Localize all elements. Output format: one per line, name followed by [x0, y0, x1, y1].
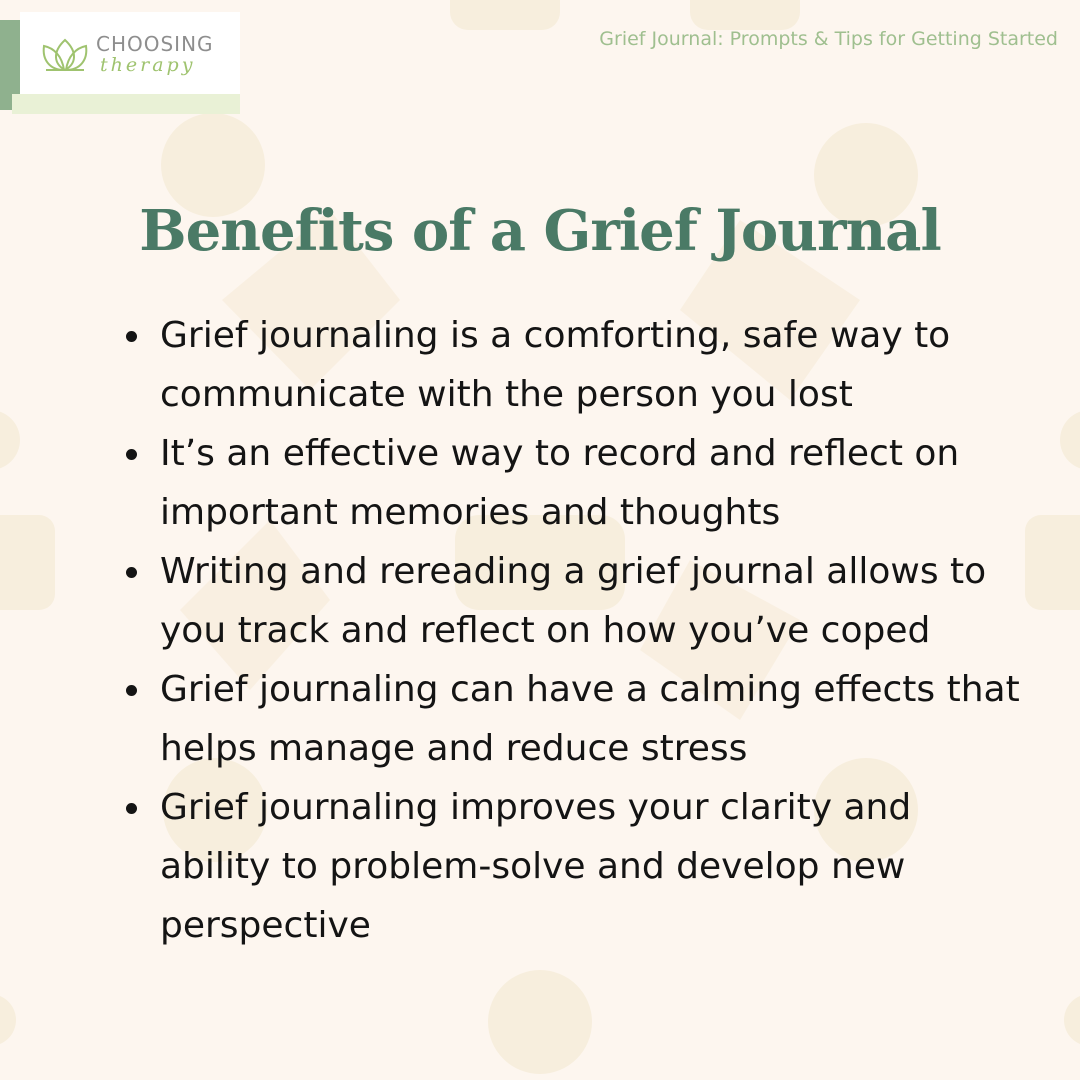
list-item	[124, 542, 1024, 660]
benefits-list	[124, 306, 1024, 955]
list-item-text: Grief journaling improves your clarity and ability to problem-solve and develop new perspective	[160, 787, 912, 946]
list-item-text: Writing and rereading a grief journal allows to you track and reflect on how you’ve coped	[160, 551, 987, 651]
bullet-dot-icon	[126, 803, 137, 814]
list-item	[124, 778, 1024, 955]
article-title: Grief Journal: Prompts & Tips for Getting Started	[599, 28, 1058, 50]
list-item	[124, 660, 1024, 778]
brand-logo[interactable]	[0, 12, 240, 110]
logo-accent-bottom	[12, 94, 240, 114]
logo-text-bottom: therapy	[100, 54, 196, 76]
bullet-dot-icon	[126, 331, 137, 342]
list-item	[124, 424, 1024, 542]
bullet-dot-icon	[126, 449, 137, 460]
bullet-dot-icon	[126, 567, 137, 578]
bullet-dot-icon	[126, 685, 137, 696]
list-item-text: It’s an effective way to record and reflect on important memories and thoughts	[160, 433, 960, 533]
logo-card	[20, 12, 240, 94]
lotus-icon	[40, 30, 90, 74]
list-item-text: Grief journaling can have a calming effects that helps manage and reduce stress	[160, 669, 1020, 769]
list-item	[124, 306, 1024, 424]
page-title: Benefits of a Grief Journal	[139, 198, 941, 264]
logo-text-top: CHOOSING	[96, 32, 214, 56]
list-item-text: Grief journaling is a comforting, safe way to communicate with the person you lost	[160, 315, 951, 415]
